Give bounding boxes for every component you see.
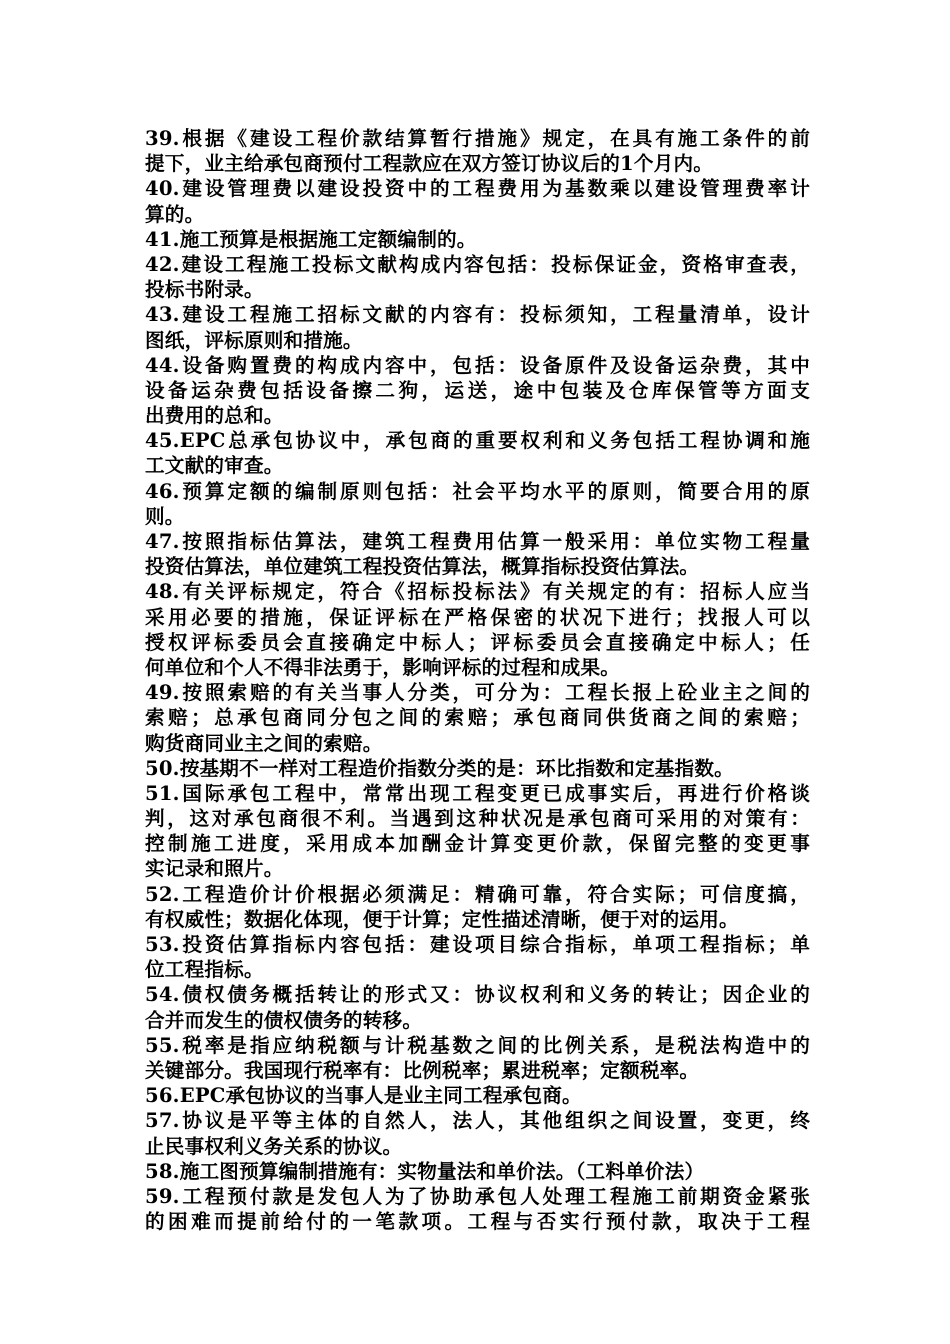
text-line: 判，这对承包商很不利。当遇到这种状况是承包商可采用的对策有： — [145, 807, 810, 831]
text-line: 何单位和个人不得非法勇于，影响评标的过程和成果。 — [145, 655, 621, 679]
text-line: 56.EPC承包协议的当事人是业主同工程承包商。 — [145, 1084, 582, 1108]
text-line: 投资估算法，单位建筑工程投资估算法，概算指标投资估算法。 — [145, 555, 700, 579]
text-line: 47.按照指标估算法，建筑工程费用估算一般采用：单位实物工程量 — [145, 530, 810, 553]
text-line: 39.根据《建设工程价款结算暂行措施》规定，在具有施工条件的前 — [145, 127, 810, 150]
text-line: 关键部分。我国现行税率有：比例税率；累进税率；定额税率。 — [145, 1058, 700, 1082]
text-line: 的困难而提前给付的一笔款项。工程与否实行预付款，取决于工程 — [145, 1210, 810, 1234]
text-line: 有权威性；数据化体现，便于计算；定性描述清晰，便于对的运用。 — [145, 907, 739, 931]
text-line: 40.建设管理费以建设投资中的工程费用为基数乘以建设管理费率计 — [145, 177, 810, 201]
text-line: 50.按基期不一样对工程造价指数分类的是：环比指数和定基指数。 — [145, 756, 734, 780]
text-line: 授权评标委员会直接确定中标人；评标委员会直接确定中标人；任 — [145, 630, 810, 654]
text-line: 控制施工进度，采用成本加酬金计算变更价款，保留完整的变更事 — [145, 832, 810, 856]
text-line: 算的。 — [145, 202, 205, 226]
text-line: 止民事权利义务关系的协议。 — [145, 1134, 403, 1158]
text-line: 合并而发生的债权债务的转移。 — [145, 1008, 423, 1032]
text-line: 54.债权债务概括转让的形式又：协议权利和义务的转让；因企业的 — [145, 983, 810, 1007]
text-line: 52.工程造价计价根据必须满足：精确可靠，符合实际；可信度搞， — [145, 882, 810, 906]
text-line: 投标书附录。 — [145, 278, 264, 302]
text-line: 43.建设工程施工招标文献的内容有：投标须知，工程量清单，设计 — [145, 303, 810, 327]
document-body — [145, 126, 810, 1234]
text-line: 工文献的审查。 — [145, 454, 284, 478]
text-line: 出费用的总和。 — [145, 404, 284, 428]
text-line: 55.税率是指应纳税额与计税基数之间的比例关系，是税法构造中的 — [145, 1033, 810, 1057]
text-line: 44.设备购置费的构成内容中，包括：设备原件及设备运杂费，其中 — [145, 353, 810, 377]
text-line: 49.按照索赔的有关当事人分类，可分为：工程长报上砼业主之间的 — [145, 681, 810, 705]
text-line: 53.投资估算指标内容包括：建设项目综合指标，单项工程指标；单 — [145, 933, 810, 956]
text-line: 45.EPC总承包协议中，承包商的重要权利和义务包括工程协调和施 — [145, 429, 810, 453]
text-line: 则。 — [145, 504, 185, 528]
text-line: 58.施工图预算编制措施有：实物量法和单价法。（工料单价法） — [145, 1159, 705, 1183]
text-line: 位工程指标。 — [145, 958, 264, 982]
text-line: 索赔；总承包商同分包之间的索赔；承包商同供货商之间的索赔； — [145, 706, 810, 730]
text-line: 51.国际承包工程中，常常出现工程变更已成事实后，再进行价格谈 — [145, 781, 810, 805]
text-line: 设备运杂费包括设备擦二狗，运送，途中包装及仓库保管等方面支 — [145, 378, 810, 402]
text-line: 采用必要的措施，保证评标在严格保密的状况下进行；找报人可以 — [145, 605, 810, 629]
text-line: 42.建设工程施工投标文献构成内容包括：投标保证金，资格审查表， — [145, 252, 810, 276]
text-line: 48.有关评标规定，符合《招标投标法》有关规定的有：招标人应当 — [145, 580, 810, 604]
text-line: 59.工程预付款是发包人为了协助承包人处理工程施工前期资金紧张 — [145, 1184, 810, 1208]
text-line: 图纸，评标原则和措施。 — [145, 328, 363, 352]
text-line: 46.预算定额的编制原则包括：社会平均水平的原则，简要合用的原 — [145, 479, 810, 503]
text-line: 57.协议是平等主体的自然人，法人，其他组织之间设置，变更，终 — [145, 1109, 810, 1133]
text-line: 购货商同业主之间的索赔。 — [145, 731, 383, 755]
text-line: 41.施工预算是根据施工定额编制的。 — [145, 227, 477, 251]
text-line: 实记录和照片。 — [145, 857, 284, 881]
text-line: 提下，业主给承包商预付工程款应在双方签订协议后的1个月内。 — [145, 152, 714, 176]
